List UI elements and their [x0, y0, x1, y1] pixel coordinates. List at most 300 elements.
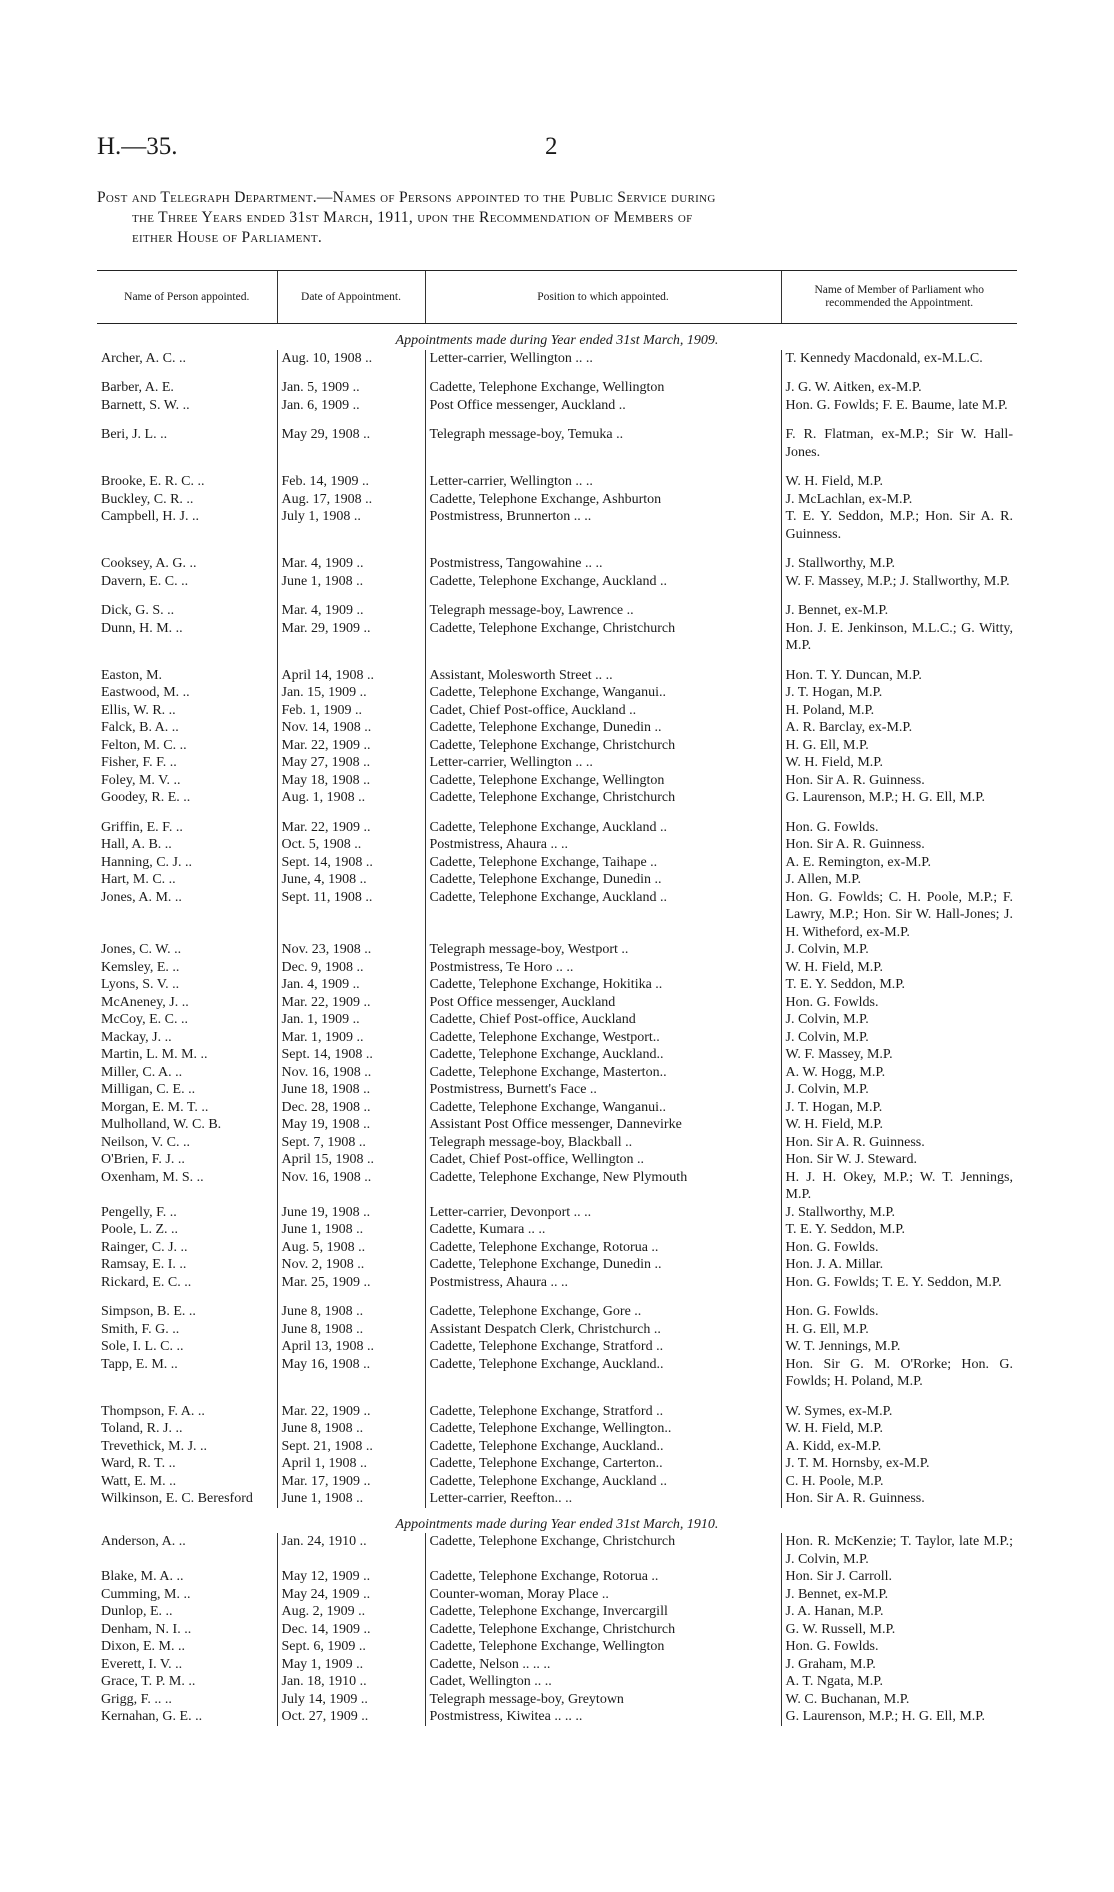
document-code: H.—35.	[97, 133, 178, 160]
table-row	[97, 737, 1017, 755]
member-cell: J. Bennet, ex-M.P.	[781, 1586, 1017, 1604]
member-cell: Hon. R. McKenzie; T. Taylor, late M.P.; J. Colvin, M.P.	[781, 1533, 1017, 1568]
person-name-cell: Felton, M. C. ..	[101, 737, 187, 753]
member-cell: Hon. G. Fowlds.	[781, 1291, 1017, 1321]
appointment-date-cell: Dec. 28, 1908 ..	[277, 1099, 425, 1117]
position-cell: Telegraph message-boy, Lawrence ..	[425, 590, 781, 620]
position-cell: Cadette, Telephone Exchange, Stratford ..	[425, 1338, 781, 1356]
table-row	[97, 1029, 1017, 1047]
table-row	[97, 702, 1017, 720]
member-cell: W. H. Field, M.P.	[781, 959, 1017, 977]
appointment-date-cell: June 8, 1908 ..	[277, 1420, 425, 1438]
member-cell: Hon. J. E. Jenkinson, M.L.C.; G. Witty, M.P.	[781, 620, 1017, 655]
appointment-date-cell: Dec. 14, 1909 ..	[277, 1621, 425, 1639]
position-cell: Cadette, Telephone Exchange, Stratford ..	[425, 1391, 781, 1421]
position-cell: Assistant, Molesworth Street .. ..	[425, 655, 781, 685]
page-header	[97, 133, 1017, 163]
table-row	[97, 1533, 1017, 1568]
table-row	[97, 1455, 1017, 1473]
position-cell: Letter-carrier, Wellington .. ..	[425, 461, 781, 491]
member-cell: F. R. Flatman, ex-M.P.; Sir W. Hall-Jones.	[781, 414, 1017, 461]
member-cell: J. McLachlan, ex-M.P.	[781, 491, 1017, 509]
member-cell: T. Kennedy Macdonald, ex-M.L.C.	[781, 350, 1017, 368]
appointment-date-cell: Mar. 4, 1909 ..	[277, 590, 425, 620]
appointment-date-cell: Feb. 14, 1909 ..	[277, 461, 425, 491]
person-name-cell: Dunn, H. M. ..	[101, 620, 183, 636]
member-cell: Hon. G. Fowlds.	[781, 807, 1017, 837]
person-name-cell: O'Brien, F. J. ..	[101, 1152, 185, 1167]
position-cell: Cadette, Telephone Exchange, Taihape ..	[425, 854, 781, 872]
member-cell: J. Colvin, M.P.	[781, 1011, 1017, 1029]
person-name-cell: Beri, J. L. ..	[101, 427, 168, 442]
page-number: 2	[545, 133, 558, 160]
table-row	[97, 1291, 1017, 1321]
appointment-date-cell: Jan. 5, 1909 ..	[277, 367, 425, 397]
position-cell: Telegraph message-boy, Blackball ..	[425, 1134, 781, 1152]
person-name-cell: Morgan, E. M. T. ..	[101, 1099, 209, 1115]
member-cell: J. Graham, M.P.	[781, 1656, 1017, 1674]
table-row	[97, 1204, 1017, 1222]
page-title	[97, 188, 1017, 248]
person-name-cell: Griffin, E. F. ..	[101, 819, 183, 835]
position-cell: Cadette, Telephone Exchange, Wellington	[425, 1638, 781, 1656]
person-name-cell: Everett, I. V. ..	[101, 1656, 183, 1672]
person-name-cell: Barber, A. E.	[101, 380, 174, 395]
position-cell: Cadette, Telephone Exchange, Christchurch	[425, 789, 781, 807]
appointment-date-cell: Mar. 17, 1909 ..	[277, 1473, 425, 1491]
appointment-date-cell: June 19, 1908 ..	[277, 1204, 425, 1222]
person-name-cell: Hanning, C. J. ..	[101, 854, 192, 870]
member-cell: Hon. Sir A. R. Guinness.	[781, 1490, 1017, 1508]
member-cell: J. Colvin, M.P.	[781, 1081, 1017, 1099]
member-cell: Hon. G. Fowlds; T. E. Y. Seddon, M.P.	[781, 1274, 1017, 1292]
person-name-cell: Grigg, F. .. ..	[101, 1691, 172, 1707]
position-cell: Cadette, Telephone Exchange, Auckland ..	[425, 573, 781, 591]
table-row	[97, 1134, 1017, 1152]
member-cell: H. J. H. Okey, M.P.; W. T. Jennings, M.P.	[781, 1169, 1017, 1204]
person-name-cell: Lyons, S. V. ..	[101, 977, 180, 992]
member-cell: T. E. Y. Seddon, M.P.	[781, 976, 1017, 994]
person-name-cell: Toland, R. J. ..	[101, 1421, 183, 1436]
appointment-date-cell: Mar. 22, 1909 ..	[277, 1391, 425, 1421]
table-row	[97, 754, 1017, 772]
person-name-cell: Dunlop, E. ..	[101, 1604, 173, 1619]
appointment-date-cell: Jan. 1, 1909 ..	[277, 1011, 425, 1029]
person-name-cell: Ramsay, E. I. ..	[101, 1257, 187, 1272]
member-cell: A. T. Ngata, M.P.	[781, 1673, 1017, 1691]
table-row	[97, 1321, 1017, 1339]
table-row	[97, 1151, 1017, 1169]
position-cell: Cadet, Chief Post-office, Auckland ..	[425, 702, 781, 720]
member-cell: Hon. T. Y. Duncan, M.P.	[781, 655, 1017, 685]
person-name-cell: Eastwood, M. ..	[101, 685, 190, 700]
person-name-cell: Smith, F. G. ..	[101, 1321, 180, 1337]
person-name-cell: Barnett, S. W. ..	[101, 397, 190, 413]
person-name-cell: Watt, E. M. ..	[101, 1473, 177, 1489]
member-cell: J. T. M. Hornsby, ex-M.P.	[781, 1455, 1017, 1473]
title-line-2: the Three Years ended 31st March, 1911, upon the Recommendation of Members of	[132, 209, 693, 226]
table-row	[97, 789, 1017, 807]
person-name-cell: Poole, L. Z. ..	[101, 1222, 178, 1237]
position-cell: Cadette, Telephone Exchange, Wellington	[425, 772, 781, 790]
member-cell: G. W. Russell, M.P.	[781, 1621, 1017, 1639]
person-name-cell: Thompson, F. A. ..	[101, 1403, 205, 1419]
table-row	[97, 1420, 1017, 1438]
person-name-cell: Sole, I. L. C. ..	[101, 1339, 184, 1354]
person-name-cell: Falck, B. A. ..	[101, 720, 179, 735]
appointment-date-cell: June 8, 1908 ..	[277, 1321, 425, 1339]
table-row	[97, 1621, 1017, 1639]
person-name-cell: Jones, C. W. ..	[101, 942, 182, 957]
person-name-cell: McCoy, E. C. ..	[101, 1012, 188, 1027]
table-row	[97, 1691, 1017, 1709]
position-cell: Cadette, Telephone Exchange, Auckland ..	[425, 1473, 781, 1491]
member-cell: W. H. Field, M.P.	[781, 1420, 1017, 1438]
member-cell: Hon. Sir A. R. Guinness.	[781, 772, 1017, 790]
table-row	[97, 1338, 1017, 1356]
table-row	[97, 461, 1017, 491]
person-name-cell: Dixon, E. M. ..	[101, 1639, 185, 1654]
appointment-date-cell: Jan. 6, 1909 ..	[277, 397, 425, 415]
table-row	[97, 807, 1017, 837]
appointment-date-cell: July 1, 1908 ..	[277, 508, 425, 543]
position-cell: Cadette, Telephone Exchange, Gore ..	[425, 1291, 781, 1321]
table-row	[97, 1568, 1017, 1586]
table-row	[97, 1081, 1017, 1099]
person-name-cell: Trevethick, M. J. ..	[101, 1438, 208, 1454]
member-cell: J. Bennet, ex-M.P.	[781, 590, 1017, 620]
position-cell: Cadette, Telephone Exchange, Ashburton	[425, 491, 781, 509]
appointment-date-cell: Mar. 22, 1909 ..	[277, 807, 425, 837]
member-cell: G. Laurenson, M.P.; H. G. Ell, M.P.	[781, 1708, 1017, 1726]
position-cell: Cadette, Chief Post-office, Auckland	[425, 1011, 781, 1029]
person-name-cell: Foley, M. V. ..	[101, 772, 181, 788]
appointment-date-cell: Sept. 6, 1909 ..	[277, 1638, 425, 1656]
member-cell: J. Stallworthy, M.P.	[781, 1204, 1017, 1222]
table-row	[97, 491, 1017, 509]
person-name-cell: Dick, G. S. ..	[101, 603, 175, 618]
member-cell: W. H. Field, M.P.	[781, 1116, 1017, 1134]
table-row	[97, 854, 1017, 872]
appointment-date-cell: May 1, 1909 ..	[277, 1656, 425, 1674]
position-cell: Post Office messenger, Auckland	[425, 994, 781, 1012]
person-name-cell: Rainger, C. J. ..	[101, 1239, 188, 1255]
position-cell: Cadette, Telephone Exchange, Dunedin ..	[425, 719, 781, 737]
section-heading: Appointments made during Year ended 31st March, 1909.	[395, 333, 719, 348]
position-cell: Cadette, Telephone Exchange, New Plymouth	[425, 1169, 781, 1204]
appointment-date-cell: Sept. 14, 1908 ..	[277, 854, 425, 872]
appointment-date-cell: Sept. 21, 1908 ..	[277, 1438, 425, 1456]
table-row	[97, 1656, 1017, 1674]
table-row	[97, 1638, 1017, 1656]
appointment-date-cell: Jan. 15, 1909 ..	[277, 684, 425, 702]
position-cell: Cadette, Telephone Exchange, Westport..	[425, 1029, 781, 1047]
member-cell: W. Symes, ex-M.P.	[781, 1391, 1017, 1421]
position-cell: Letter-carrier, Reefton.. ..	[425, 1490, 781, 1508]
table-row	[97, 1391, 1017, 1421]
member-cell: A. E. Remington, ex-M.P.	[781, 854, 1017, 872]
appointment-date-cell: Oct. 27, 1909 ..	[277, 1708, 425, 1726]
person-name-cell: Kemsley, E. ..	[101, 959, 180, 975]
table-row	[97, 1673, 1017, 1691]
table-header-row	[97, 271, 1017, 324]
person-name-cell: Hart, M. C. ..	[101, 872, 176, 887]
position-cell: Counter-woman, Moray Place ..	[425, 1586, 781, 1604]
appointment-date-cell: Sept. 7, 1908 ..	[277, 1134, 425, 1152]
member-cell: J. G. W. Aitken, ex-M.P.	[781, 367, 1017, 397]
column-header-name: Name of Person appointed.	[97, 271, 277, 324]
position-cell: Cadette, Telephone Exchange, Christchurch	[425, 1533, 781, 1568]
table-row	[97, 1116, 1017, 1134]
member-cell: A. W. Hogg, M.P.	[781, 1064, 1017, 1082]
appointment-date-cell: Mar. 29, 1909 ..	[277, 620, 425, 655]
member-cell: J. Colvin, M.P.	[781, 1029, 1017, 1047]
table-row	[97, 871, 1017, 889]
table-row	[97, 1356, 1017, 1391]
member-cell: Hon. Sir A. R. Guinness.	[781, 836, 1017, 854]
table-row	[97, 1586, 1017, 1604]
appointment-date-cell: Mar. 22, 1909 ..	[277, 737, 425, 755]
position-cell: Cadette, Telephone Exchange, Auckland..	[425, 1046, 781, 1064]
appointment-date-cell: July 14, 1909 ..	[277, 1691, 425, 1709]
table-row	[97, 1490, 1017, 1508]
position-cell: Assistant Post Office messenger, Dannevirke	[425, 1116, 781, 1134]
appointment-date-cell: Sept. 14, 1908 ..	[277, 1046, 425, 1064]
position-cell: Cadette, Telephone Exchange, Carterton..	[425, 1455, 781, 1473]
table-row	[97, 1438, 1017, 1456]
position-cell: Cadette, Telephone Exchange, Rotorua ..	[425, 1239, 781, 1257]
table-row	[97, 1064, 1017, 1082]
person-name-cell: Cooksey, A. G. ..	[101, 556, 197, 571]
appointment-date-cell: Aug. 5, 1908 ..	[277, 1239, 425, 1257]
person-name-cell: Goodey, R. E. ..	[101, 790, 191, 805]
member-cell: Hon. G. Fowlds.	[781, 1239, 1017, 1257]
appointment-date-cell: Jan. 4, 1909 ..	[277, 976, 425, 994]
title-line-1: Post and Telegraph Department.—Names of Persons appointed to the Public Service during	[97, 189, 716, 206]
position-cell: Cadette, Telephone Exchange, Auckland ..	[425, 889, 781, 942]
table-row	[97, 350, 1017, 368]
position-cell: Cadette, Telephone Exchange, Masterton..	[425, 1064, 781, 1082]
member-cell: G. Laurenson, M.P.; H. G. Ell, M.P.	[781, 789, 1017, 807]
appointment-date-cell: Nov. 16, 1908 ..	[277, 1169, 425, 1204]
position-cell: Telegraph message-boy, Westport ..	[425, 941, 781, 959]
table-row	[97, 1708, 1017, 1726]
appointment-date-cell: Aug. 17, 1908 ..	[277, 491, 425, 509]
person-name-cell: Milligan, C. E. ..	[101, 1082, 196, 1097]
person-name-cell: Blake, M. A. ..	[101, 1569, 184, 1584]
member-cell: Hon. G. Fowlds; F. E. Baume, late M.P.	[781, 397, 1017, 415]
appointment-date-cell: May 16, 1908 ..	[277, 1356, 425, 1391]
member-cell: Hon. Sir J. Carroll.	[781, 1568, 1017, 1586]
position-cell: Telegraph message-boy, Temuka ..	[425, 414, 781, 461]
person-name-cell: Hall, A. B. ..	[101, 837, 172, 852]
table-row	[97, 1011, 1017, 1029]
person-name-cell: Mulholland, W. C. B.	[101, 1117, 222, 1132]
member-cell: H. Poland, M.P.	[781, 702, 1017, 720]
member-cell: W. F. Massey, M.P.	[781, 1046, 1017, 1064]
person-name-cell: Wilkinson, E. C. Beresford	[101, 1491, 253, 1506]
person-name-cell: Anderson, A. ..	[101, 1534, 186, 1549]
member-cell: J. Allen, M.P.	[781, 871, 1017, 889]
appointment-date-cell: Jan. 24, 1910 ..	[277, 1533, 425, 1568]
appointment-date-cell: Jan. 18, 1910 ..	[277, 1673, 425, 1691]
appointment-date-cell: April 15, 1908 ..	[277, 1151, 425, 1169]
appointment-date-cell: Nov. 16, 1908 ..	[277, 1064, 425, 1082]
position-cell: Postmistress, Burnett's Face ..	[425, 1081, 781, 1099]
appointments-table	[97, 270, 1017, 1726]
table-row	[97, 719, 1017, 737]
appointment-date-cell: June 1, 1908 ..	[277, 1490, 425, 1508]
member-cell: T. E. Y. Seddon, M.P.	[781, 1221, 1017, 1239]
person-name-cell: Grace, T. P. M. ..	[101, 1674, 196, 1689]
table-row	[97, 414, 1017, 461]
member-cell: Hon. G. Fowlds.	[781, 994, 1017, 1012]
appointment-date-cell: May 12, 1909 ..	[277, 1568, 425, 1586]
table-row	[97, 543, 1017, 573]
member-cell: C. H. Poole, M.P.	[781, 1473, 1017, 1491]
table-row	[97, 1046, 1017, 1064]
position-cell: Postmistress, Ahaura .. ..	[425, 836, 781, 854]
member-cell: W. F. Massey, M.P.; J. Stallworthy, M.P.	[781, 573, 1017, 591]
appointment-date-cell: Nov. 23, 1908 ..	[277, 941, 425, 959]
member-cell: Hon. Sir A. R. Guinness.	[781, 1134, 1017, 1152]
member-cell: A. Kidd, ex-M.P.	[781, 1438, 1017, 1456]
member-cell: W. T. Jennings, M.P.	[781, 1338, 1017, 1356]
table-row	[97, 772, 1017, 790]
table-row	[97, 1099, 1017, 1117]
person-name-cell: Campbell, H. J. ..	[101, 509, 199, 524]
column-header-position: Position to which appointed.	[425, 271, 781, 324]
position-cell: Postmistress, Tangowahine .. ..	[425, 543, 781, 573]
position-cell: Cadette, Kumara .. ..	[425, 1221, 781, 1239]
person-name-cell: Buckley, C. R. ..	[101, 491, 194, 507]
position-cell: Postmistress, Kiwitea .. .. ..	[425, 1708, 781, 1726]
table-row	[97, 620, 1017, 655]
table-row	[97, 941, 1017, 959]
table-row	[97, 1603, 1017, 1621]
appointment-date-cell: May 24, 1909 ..	[277, 1586, 425, 1604]
table-row	[97, 1221, 1017, 1239]
table-row	[97, 836, 1017, 854]
table-body	[97, 324, 1017, 1726]
position-cell: Cadette, Telephone Exchange, Wanganui..	[425, 1099, 781, 1117]
person-name-cell: Oxenham, M. S. ..	[101, 1169, 204, 1185]
position-cell: Letter-carrier, Devonport .. ..	[425, 1204, 781, 1222]
appointment-date-cell: April 1, 1908 ..	[277, 1455, 425, 1473]
person-name-cell: Cumming, M. ..	[101, 1586, 191, 1602]
appointment-date-cell: June 8, 1908 ..	[277, 1291, 425, 1321]
person-name-cell: Brooke, E. R. C. ..	[101, 474, 205, 489]
position-cell: Cadette, Telephone Exchange, Auckland ..	[425, 807, 781, 837]
appointment-date-cell: Dec. 9, 1908 ..	[277, 959, 425, 977]
member-cell: W. H. Field, M.P.	[781, 754, 1017, 772]
table-row	[97, 889, 1017, 942]
member-cell: W. C. Buchanan, M.P.	[781, 1691, 1017, 1709]
appointment-date-cell: Aug. 1, 1908 ..	[277, 789, 425, 807]
position-cell: Cadette, Telephone Exchange, Invercargill	[425, 1603, 781, 1621]
position-cell: Cadette, Telephone Exchange, Rotorua ..	[425, 1568, 781, 1586]
person-name-cell: Kernahan, G. E. ..	[101, 1709, 203, 1724]
position-cell: Cadette, Telephone Exchange, Christchurch	[425, 737, 781, 755]
person-name-cell: Jones, A. M. ..	[101, 889, 182, 905]
appointment-date-cell: May 19, 1908 ..	[277, 1116, 425, 1134]
section-heading-row	[97, 324, 1017, 350]
member-cell: J. Colvin, M.P.	[781, 941, 1017, 959]
member-cell: Hon. Sir W. J. Steward.	[781, 1151, 1017, 1169]
person-name-cell: Ward, R. T. ..	[101, 1456, 176, 1471]
table-row	[97, 590, 1017, 620]
member-cell: H. G. Ell, M.P.	[781, 1321, 1017, 1339]
person-name-cell: Davern, E. C. ..	[101, 573, 189, 589]
person-name-cell: Easton, M.	[101, 667, 163, 683]
appointment-date-cell: Aug. 2, 1909 ..	[277, 1603, 425, 1621]
appointment-date-cell: Nov. 14, 1908 ..	[277, 719, 425, 737]
member-cell: H. G. Ell, M.P.	[781, 737, 1017, 755]
position-cell: Cadette, Telephone Exchange, Wellington	[425, 367, 781, 397]
appointment-date-cell: Mar. 22, 1909 ..	[277, 994, 425, 1012]
person-name-cell: Pengelly, F. ..	[101, 1204, 177, 1220]
table-row	[97, 1169, 1017, 1204]
member-cell: J. A. Hanan, M.P.	[781, 1603, 1017, 1621]
appointment-date-cell: April 13, 1908 ..	[277, 1338, 425, 1356]
table-row	[97, 573, 1017, 591]
appointment-date-cell: May 29, 1908 ..	[277, 414, 425, 461]
position-cell: Cadette, Telephone Exchange, Wanganui..	[425, 684, 781, 702]
person-name-cell: Neilson, V. C. ..	[101, 1134, 190, 1150]
position-cell: Postmistress, Ahaura .. ..	[425, 1274, 781, 1292]
position-cell: Cadet, Chief Post-office, Wellington ..	[425, 1151, 781, 1169]
person-name-cell: Ellis, W. R. ..	[101, 702, 176, 718]
position-cell: Cadet, Wellington .. ..	[425, 1673, 781, 1691]
appointment-date-cell: June 18, 1908 ..	[277, 1081, 425, 1099]
position-cell: Postmistress, Brunnerton .. ..	[425, 508, 781, 543]
table-row	[97, 1239, 1017, 1257]
appointment-date-cell: June 1, 1908 ..	[277, 573, 425, 591]
table-row	[97, 508, 1017, 543]
position-cell: Cadette, Telephone Exchange, Christchurch	[425, 620, 781, 655]
position-cell: Cadette, Telephone Exchange, Dunedin ..	[425, 871, 781, 889]
table-row	[97, 1274, 1017, 1292]
position-cell: Cadette, Telephone Exchange, Christchurch	[425, 1621, 781, 1639]
table-row	[97, 397, 1017, 415]
member-cell: J. T. Hogan, M.P.	[781, 684, 1017, 702]
member-cell: W. H. Field, M.P.	[781, 461, 1017, 491]
appointment-date-cell: May 18, 1908 ..	[277, 772, 425, 790]
person-name-cell: Tapp, E. M. ..	[101, 1356, 178, 1372]
section-heading-row	[97, 1508, 1017, 1534]
appointment-date-cell: Sept. 11, 1908 ..	[277, 889, 425, 942]
member-cell: T. E. Y. Seddon, M.P.; Hon. Sir A. R. Guinness.	[781, 508, 1017, 543]
table-row	[97, 655, 1017, 685]
appointment-date-cell: Mar. 1, 1909 ..	[277, 1029, 425, 1047]
member-cell: Hon. G. Fowlds.	[781, 1638, 1017, 1656]
person-name-cell: Martin, L. M. M. ..	[101, 1047, 208, 1062]
appointment-date-cell: Mar. 25, 1909 ..	[277, 1274, 425, 1292]
appointment-date-cell: June 1, 1908 ..	[277, 1221, 425, 1239]
member-cell: Hon. Sir G. M. O'Rorke; Hon. G. Fowlds; H. Poland, M.P.	[781, 1356, 1017, 1391]
person-name-cell: Fisher, F. F. ..	[101, 755, 177, 770]
table-row	[97, 684, 1017, 702]
position-cell: Cadette, Nelson .. .. ..	[425, 1656, 781, 1674]
column-header-date: Date of Appointment.	[277, 271, 425, 324]
title-line-3: either House of Parliament.	[132, 229, 323, 246]
appointment-date-cell: Mar. 4, 1909 ..	[277, 543, 425, 573]
appointment-date-cell: May 27, 1908 ..	[277, 754, 425, 772]
member-cell: A. R. Barclay, ex-M.P.	[781, 719, 1017, 737]
person-name-cell: Mackay, J. ..	[101, 1029, 172, 1045]
member-cell: Hon. J. A. Millar.	[781, 1256, 1017, 1274]
table-row	[97, 959, 1017, 977]
